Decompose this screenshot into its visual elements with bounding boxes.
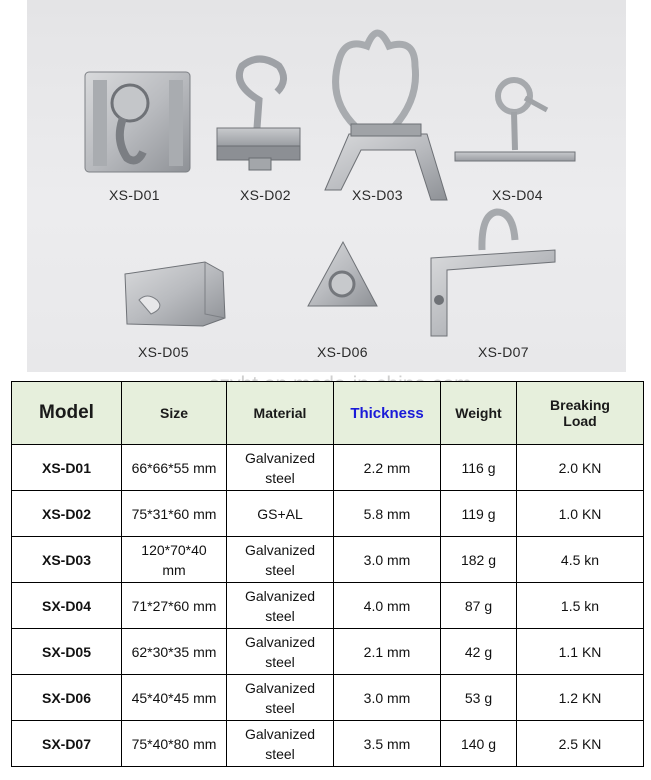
photo-label-xs-d03: XS-D03 bbox=[352, 187, 403, 203]
cell-weight: 116 g bbox=[441, 445, 517, 491]
cell-thickness: 2.2 mm bbox=[334, 445, 441, 491]
xs-d07-angle-bracket bbox=[431, 212, 555, 336]
table-row bbox=[12, 445, 644, 491]
xs-d02-hook-clamp bbox=[217, 59, 300, 170]
cell-size: 75*40*80 mm bbox=[122, 721, 227, 767]
cell-size: 75*31*60 mm bbox=[122, 491, 227, 537]
cell-breaking-load: 1.2 KN bbox=[517, 675, 644, 721]
xs-d04-eye-hook bbox=[455, 80, 575, 161]
cell-weight: 53 g bbox=[441, 675, 517, 721]
cell-size: 71*27*60 mm bbox=[122, 583, 227, 629]
cell-thickness: 3.5 mm bbox=[334, 721, 441, 767]
cell-material: Galvanized steel bbox=[227, 583, 334, 629]
cell-weight: 119 g bbox=[441, 491, 517, 537]
header-thickness: Thickness bbox=[334, 382, 441, 445]
table-row bbox=[12, 583, 644, 629]
header-weight: Weight bbox=[441, 382, 517, 445]
product-photo-drawing bbox=[27, 0, 626, 372]
xs-d06-triangle-plate bbox=[308, 242, 377, 306]
cell-weight: 87 g bbox=[441, 583, 517, 629]
cell-breaking-load: 2.5 KN bbox=[517, 721, 644, 767]
cell-material: Galvanized steel bbox=[227, 629, 334, 675]
cell-breaking-load: 1.0 KN bbox=[517, 491, 644, 537]
cell-model: XS-D03 bbox=[12, 537, 122, 583]
spec-table bbox=[11, 381, 644, 767]
cell-model: XS-D02 bbox=[12, 491, 122, 537]
header-material: Material bbox=[227, 382, 334, 445]
cell-thickness: 3.0 mm bbox=[334, 537, 441, 583]
cell-breaking-load: 1.1 KN bbox=[517, 629, 644, 675]
photo-label-xs-d04: XS-D04 bbox=[492, 187, 543, 203]
table-row bbox=[12, 721, 644, 767]
product-photo bbox=[27, 0, 626, 372]
table-header-row bbox=[12, 382, 644, 445]
cell-model: SX-D06 bbox=[12, 675, 122, 721]
cell-size: 120*70*40 mm bbox=[122, 537, 227, 583]
cell-breaking-load: 2.0 KN bbox=[517, 445, 644, 491]
cell-model: SX-D04 bbox=[12, 583, 122, 629]
cell-weight: 42 g bbox=[441, 629, 517, 675]
table-row bbox=[12, 629, 644, 675]
table-row bbox=[12, 675, 644, 721]
cell-model: XS-D01 bbox=[12, 445, 122, 491]
photo-label-xs-d06: XS-D06 bbox=[317, 344, 368, 360]
photo-label-xs-d07: XS-D07 bbox=[478, 344, 529, 360]
xs-d05-clamp-plate bbox=[125, 262, 225, 326]
cell-material: Galvanized steel bbox=[227, 721, 334, 767]
cell-size: 62*30*35 mm bbox=[122, 629, 227, 675]
xs-d03-loop-bracket bbox=[325, 33, 447, 200]
cell-model: SX-D05 bbox=[12, 629, 122, 675]
header-size: Size bbox=[122, 382, 227, 445]
table-row bbox=[12, 537, 644, 583]
cell-breaking-load: 1.5 kn bbox=[517, 583, 644, 629]
cell-weight: 182 g bbox=[441, 537, 517, 583]
cell-thickness: 3.0 mm bbox=[334, 675, 441, 721]
cell-material: Galvanized steel bbox=[227, 445, 334, 491]
xs-d01-bracket bbox=[85, 72, 190, 172]
header-breaking-load: Breaking Load bbox=[517, 382, 644, 445]
photo-label-xs-d02: XS-D02 bbox=[240, 187, 291, 203]
cell-breaking-load: 4.5 kn bbox=[517, 537, 644, 583]
cell-model: SX-D07 bbox=[12, 721, 122, 767]
cell-thickness: 4.0 mm bbox=[334, 583, 441, 629]
cell-weight: 140 g bbox=[441, 721, 517, 767]
photo-label-xs-d05: XS-D05 bbox=[138, 344, 189, 360]
table-row bbox=[12, 491, 644, 537]
cell-material: Galvanized steel bbox=[227, 675, 334, 721]
header-model: Model bbox=[12, 382, 122, 445]
cell-material: Galvanized steel bbox=[227, 537, 334, 583]
photo-label-xs-d01: XS-D01 bbox=[109, 187, 160, 203]
cell-size: 45*40*45 mm bbox=[122, 675, 227, 721]
cell-thickness: 5.8 mm bbox=[334, 491, 441, 537]
cell-material: GS+AL bbox=[227, 491, 334, 537]
cell-thickness: 2.1 mm bbox=[334, 629, 441, 675]
cell-size: 66*66*55 mm bbox=[122, 445, 227, 491]
